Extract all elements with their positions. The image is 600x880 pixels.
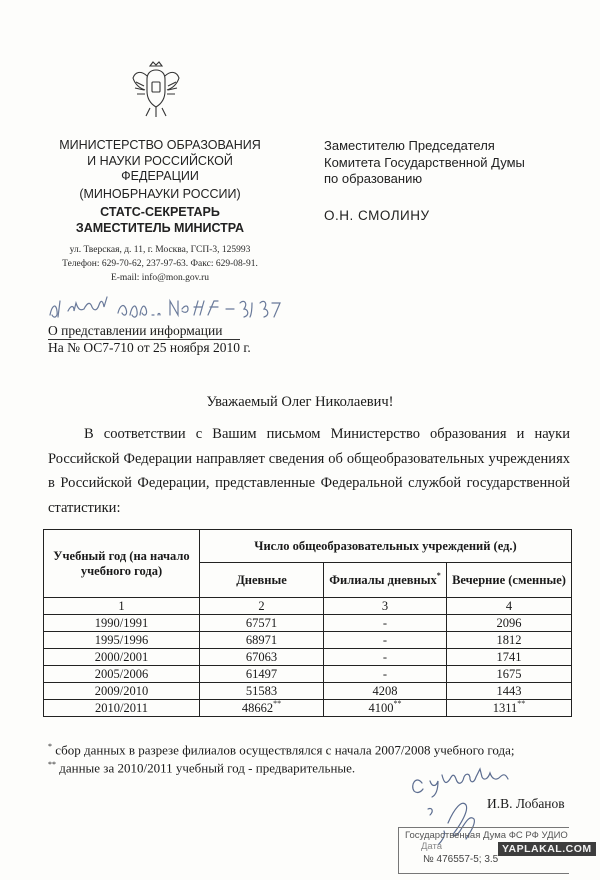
position-line: ЗАМЕСТИТЕЛЬ МИНИСТРА [75,221,245,235]
table-header-row [44,530,572,563]
column-number: 2 [200,598,324,615]
cell-branches [324,649,447,666]
cell-day [200,632,324,649]
column-number: 3 [324,598,447,615]
cell-value: 68971 [245,632,278,647]
position-line: СТАТС-СЕКРЕТАРЬ [100,205,220,219]
cell-branches [324,700,447,717]
signer-name: И.В. Лобанов [487,796,565,811]
cell-evening [447,666,572,683]
column-header-day [200,563,324,598]
cell-value: 1812 [496,632,522,647]
cell-day [200,700,324,717]
footnote-text: данные за 2010/2011 учебный год - предварительные. [56,760,356,776]
addressee-name: О.Н. СМОЛИНУ [324,208,430,223]
cell-year: 2005/2006 [44,666,200,683]
footnote-mark: ** [273,698,282,708]
cell-value: 2096 [496,615,522,630]
cell-value: 4100 [368,700,394,715]
header-label: Дневные [236,572,287,587]
letter-subject [48,323,240,340]
footnote-mark: * [48,742,52,751]
greeting: Уважаемый Олег Николаевич! [206,394,394,410]
footnote-text: сбор данных в разрезе филиалов осуществлялся с начала 2007/2008 учебного года; [52,742,515,758]
cell-evening [447,649,572,666]
coat-of-arms-icon [130,58,182,120]
footnote-mark: ** [517,698,526,708]
cell-value: 61497 [245,666,278,681]
table-row [44,649,572,666]
cell-year: 2009/2010 [44,683,200,700]
cell-value: 67063 [245,649,278,664]
footnote [48,742,514,758]
sender-position [40,204,280,236]
cell-branches [324,666,447,683]
table-row [44,683,572,700]
handwritten-registration [48,293,298,321]
phones: Телефон: 629-70-62, 237-97-63. Факс: 629-08-91. [62,259,258,269]
footnote-mark: * [436,570,441,580]
cell-value: - [382,649,388,664]
cell-year: 1995/1996 [44,632,200,649]
addressee-block [324,138,525,188]
cell-evening [447,683,572,700]
paragraph-text: В соответствии с Вашим письмом Министерство образования и науки Российской Федерации направляет сведения об общеобразовательных учреждениях в Российской Федерации, представленные Федеральной службой государственной статистики: [48,426,570,516]
column-header-evening [447,563,572,598]
ministry-line: И НАУКИ РОССИЙСКОЙ [87,153,233,168]
stamp-line: Государственная Дума ФС РФ УДИО [405,830,568,841]
cell-year: 2010/2011 [44,700,200,717]
ministry-short-name: (МИНОБРНАУКИ РОССИИ) [79,186,241,201]
stamp-line: № 476557-5; 3.5 [423,854,499,865]
column-group-header: Число общеобразовательных учреждений (ед.) [200,530,572,563]
address: ул. Тверская, д. 11, г. Москва, ГСП-3, 125993 [69,245,251,255]
table-row [44,615,572,632]
column-header-branches [324,563,447,598]
column-header-year: Учебный год (на начало учебного года) [44,530,200,598]
cell-day [200,615,324,632]
cell-value: 4208 [372,683,398,698]
footnote [48,760,355,776]
cell-day [200,666,324,683]
cell-value: - [382,632,388,647]
cell-value: 1311 [492,700,518,715]
footnote-mark: ** [48,760,56,769]
cell-day [200,683,324,700]
table-row [44,700,572,717]
ministry-line: МИНИСТЕРСТВО ОБРАЗОВАНИЯ [59,138,261,152]
addressee-line: по образованию [324,171,423,186]
ministry-line: ФЕДЕРАЦИИ [121,169,199,183]
cell-evening [447,632,572,649]
email: E-mail: info@mon.gov.ru [110,273,210,283]
cell-year: 2000/2001 [44,649,200,666]
statistics-table [43,529,572,717]
column-number: 4 [447,598,572,615]
cell-value: 1443 [496,683,522,698]
cell-value: 51583 [245,683,278,698]
cell-value: - [382,666,388,681]
ministry-name [40,138,280,202]
cell-value: 1741 [496,649,522,664]
cell-value: - [382,615,388,630]
cell-evening [447,700,572,717]
cell-branches [324,632,447,649]
column-number-row [44,598,572,615]
column-number: 1 [44,598,200,615]
footnote-mark: ** [393,698,402,708]
cell-evening [447,615,572,632]
cell-branches [324,683,447,700]
cell-value: 48662 [241,700,274,715]
addressee-line: Заместителю Председателя [324,138,495,153]
body-paragraph [48,422,570,520]
table-row [44,666,572,683]
cell-value: 1675 [496,666,522,681]
addressee-line: Комитета Государственной Думы [324,154,525,170]
stamp-line: Дата [421,841,443,852]
cell-branches [324,615,447,632]
sender-contacts [40,243,280,285]
table-row [44,632,572,649]
cell-day [200,649,324,666]
cell-year: 1990/1991 [44,615,200,632]
letter-reference: На № ОС7-710 от 25 ноября 2010 г. [48,340,251,355]
subject-text: О представлении информации [48,323,240,340]
header-label: Филиалы дневных [329,572,437,587]
cell-value: 67571 [245,615,278,630]
header-label: Вечерние (сменные) [452,572,566,587]
site-watermark: YAPLAKAL.COM [498,842,596,856]
